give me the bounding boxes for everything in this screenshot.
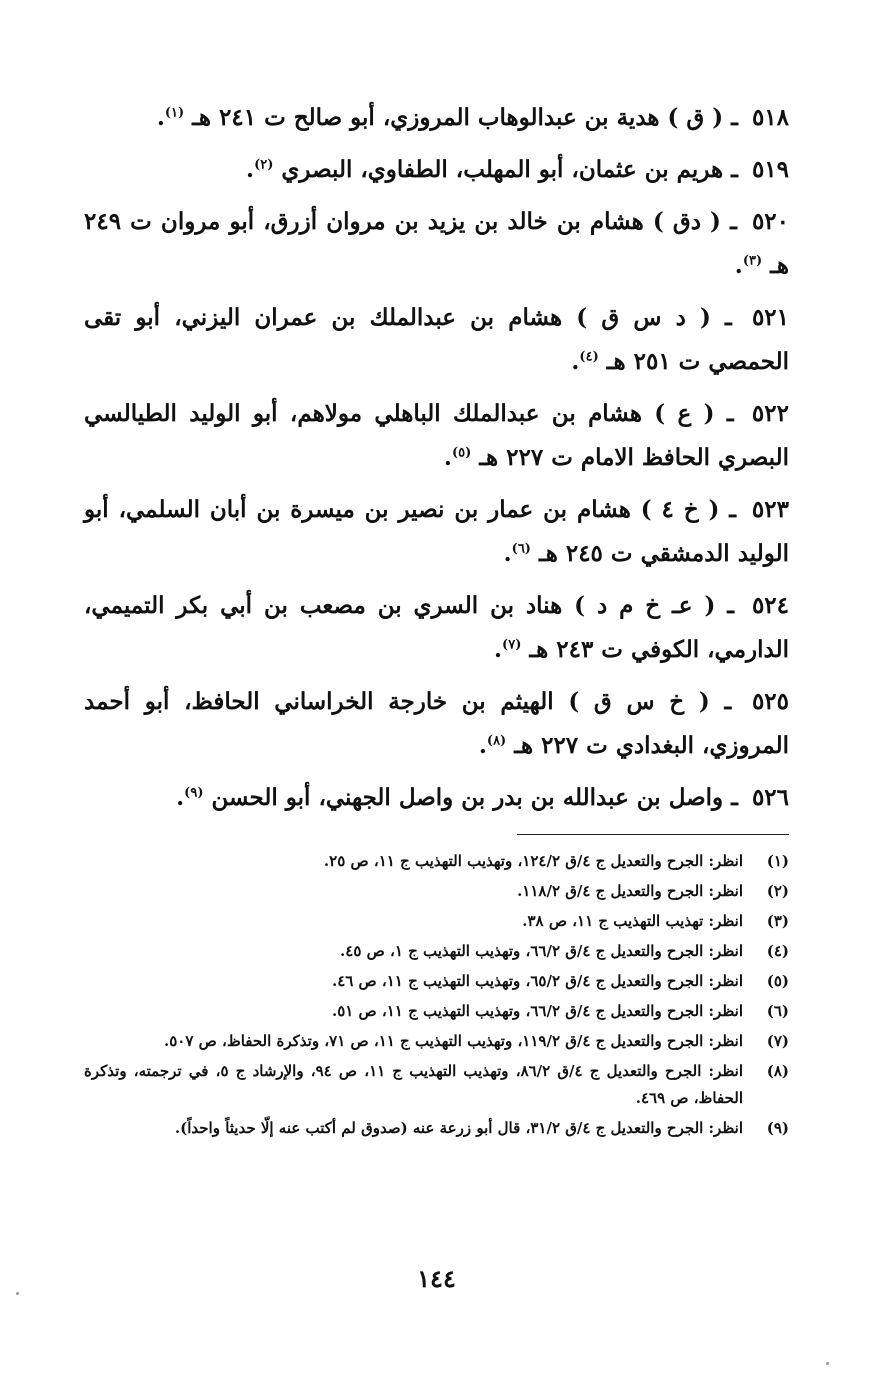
entry-end: . <box>503 540 512 567</box>
entry-518 <box>84 96 789 140</box>
footnote-text: انظر: الجرح والتعديل ج ٤/ق ٦٦/٢، وتهذيب التهذيب ج ١، ص ٤٥. <box>340 942 743 960</box>
footnote-3 <box>84 908 789 935</box>
footnote-number: (٢) <box>766 882 789 900</box>
footnote-text: انظر: الجرح والتعديل ج ٤/ق ١٢٤/٢، وتهذيب التهذيب ج ١١، ص ٢٥. <box>323 852 743 870</box>
entry-text: ( خ س ق ) الهيثم بن خارجة الخراساني الحافظ، أبو أحمد المروزي، البغدادي ت ٢٢٧ هـ <box>84 688 789 759</box>
entry-end: . <box>443 444 452 471</box>
footnote-ref: (٨) <box>486 733 507 749</box>
entry-text: هريم بن عثمان، أبو المهلب، الطفاوي، البصري <box>281 156 724 183</box>
entry-520 <box>84 200 789 288</box>
entry-number: ٥٢٣ <box>751 496 789 523</box>
entry-523 <box>84 488 789 576</box>
footnote-number: (٥) <box>766 972 789 990</box>
entry-end: . <box>494 636 503 663</box>
entry-519 <box>84 148 789 192</box>
dash: ـ <box>731 104 738 131</box>
entry-524 <box>84 584 789 672</box>
entry-number: ٥٢١ <box>751 304 790 331</box>
entry-number: ٥٢٠ <box>751 208 790 235</box>
entry-text: واصل بن عبدالله بن بدر بن واصل الجهني، أبو الحسن <box>211 784 724 811</box>
footnote-number: (٤) <box>766 942 789 960</box>
footnote-ref: (٢) <box>254 157 274 173</box>
footnote-4 <box>84 938 789 965</box>
footnote-7 <box>84 1028 789 1055</box>
footnote-ref: (٧) <box>502 637 522 653</box>
entry-end: . <box>478 732 487 759</box>
entry-number: ٥٢٢ <box>751 400 789 427</box>
footnote-text: انظر: الجرح والتعديل ج ٤/ق ٦٥/٢، وتهذيب التهذيب ج ١١، ص ٤٦. <box>331 972 743 990</box>
scan-speck <box>826 1362 829 1365</box>
dash: ـ <box>731 156 738 183</box>
footnote-number: (٦) <box>766 1002 789 1020</box>
footnote-ref: (٩) <box>184 785 204 801</box>
footnote-ref: (١) <box>164 105 185 121</box>
entry-number: ٥٢٥ <box>751 688 789 715</box>
footnote-text: انظر: الجرح والتعديل ج ٤/ق ١١٨/٢. <box>517 882 743 900</box>
entry-text: ( د س ق ) هشام بن عبدالملك بن عمران اليزني، أبو تقى الحمصي ت ٢٥١ هـ <box>84 304 789 375</box>
footnotes-list <box>84 848 789 1145</box>
dash: ـ <box>724 688 732 715</box>
scan-speck <box>16 1292 19 1295</box>
entries-list <box>84 96 789 828</box>
entry-text: ( دق ) هشام بن خالد بن يزيد بن مروان أزرق، أبو مروان ت ٢٤٩ هـ <box>84 208 789 279</box>
footnote-number: (٨) <box>766 1062 789 1080</box>
entry-end: . <box>156 104 165 131</box>
footnote-number: (١) <box>766 852 789 870</box>
entry-number: ٥١٩ <box>751 156 789 183</box>
footnote-text: انظر: الجرح والتعديل ج ٤/ق ٣١/٢، قال أبو زرعة عنه (صدوق لم أكتب عنه إلّا حديثاً واحداً). <box>174 1119 743 1137</box>
page-number: ١٤٤ <box>417 1264 456 1293</box>
entry-end: . <box>246 156 255 183</box>
entry-521 <box>84 296 789 384</box>
footnote-ref: (٦) <box>511 541 531 557</box>
entry-end: . <box>176 784 185 811</box>
footnote-number: (٧) <box>766 1032 789 1050</box>
footnote-number: (٣) <box>766 912 789 930</box>
footnote-2 <box>84 878 789 905</box>
footnote-text: انظر: الجرح والتعديل ج ٤/ق ١١٩/٢، وتهذيب التهذيب ج ١١، ص ٧١، وتذكرة الحفاظ، ص ٥٠٧. <box>164 1032 743 1050</box>
footnote-ref: (٥) <box>451 445 472 461</box>
dash: ـ <box>725 304 732 331</box>
entry-525 <box>84 680 789 768</box>
footnote-ref: (٣) <box>742 253 763 269</box>
footnote-1 <box>84 848 789 875</box>
dash: ـ <box>730 208 737 235</box>
footnote-5 <box>84 968 789 995</box>
dash: ـ <box>726 400 734 427</box>
entry-end: . <box>571 348 580 375</box>
entry-number: ٥٢٤ <box>751 592 790 619</box>
footnote-separator-rule <box>517 834 789 835</box>
entry-text: ( خ ٤ ) هشام بن عمار بن نصير بن ميسرة بن أبان السلمي، أبو الوليد الدمشقي ت ٢٤٥ هـ <box>84 496 789 567</box>
dash: ـ <box>729 496 737 523</box>
entry-number: ٥١٨ <box>751 104 789 131</box>
entry-end: . <box>734 252 743 279</box>
entry-522 <box>84 392 789 480</box>
dash: ـ <box>731 784 738 811</box>
dash: ـ <box>727 592 735 619</box>
entry-number: ٥٢٦ <box>751 784 789 811</box>
footnote-text: انظر: الجرح والتعديل ج ٤/ق ٦٦/٢، وتهذيب التهذيب ج ١١، ص ٥١. <box>331 1002 743 1020</box>
footnote-6 <box>84 998 789 1025</box>
entry-526 <box>84 776 789 820</box>
entry-text: ( عـ خ م د ) هناد بن السري بن مصعب بن أبي بكر التميمي، الدارمي، الكوفي ت ٢٤٣ هـ <box>84 592 789 663</box>
footnote-text: انظر: تهذيب التهذيب ج ١١، ص ٣٨. <box>522 912 743 930</box>
entry-text: ( ق ) هدية بن عبدالوهاب المروزي، أبو صالح ت ٢٤١ هـ <box>192 104 724 131</box>
footnote-8 <box>84 1058 789 1112</box>
footnote-9 <box>84 1115 789 1142</box>
footnote-ref: (٤) <box>579 349 599 365</box>
footnote-text: انظر: الجرح والتعديل ج ٤/ق ٨٦/٢، وتهذيب التهذيب ج ١١، ص ٩٤، والإرشاد ج ٥، في ترجمته، وتذكرة الحفاظ، ص ٤٦٩. <box>84 1062 744 1107</box>
footnote-number: (٩) <box>766 1119 789 1137</box>
entry-text: ( ع ) هشام بن عبدالملك الباهلي مولاهم، أبو الوليد الطيالسي البصري الحافظ الامام ت ٢٢٧ هـ <box>84 400 789 471</box>
